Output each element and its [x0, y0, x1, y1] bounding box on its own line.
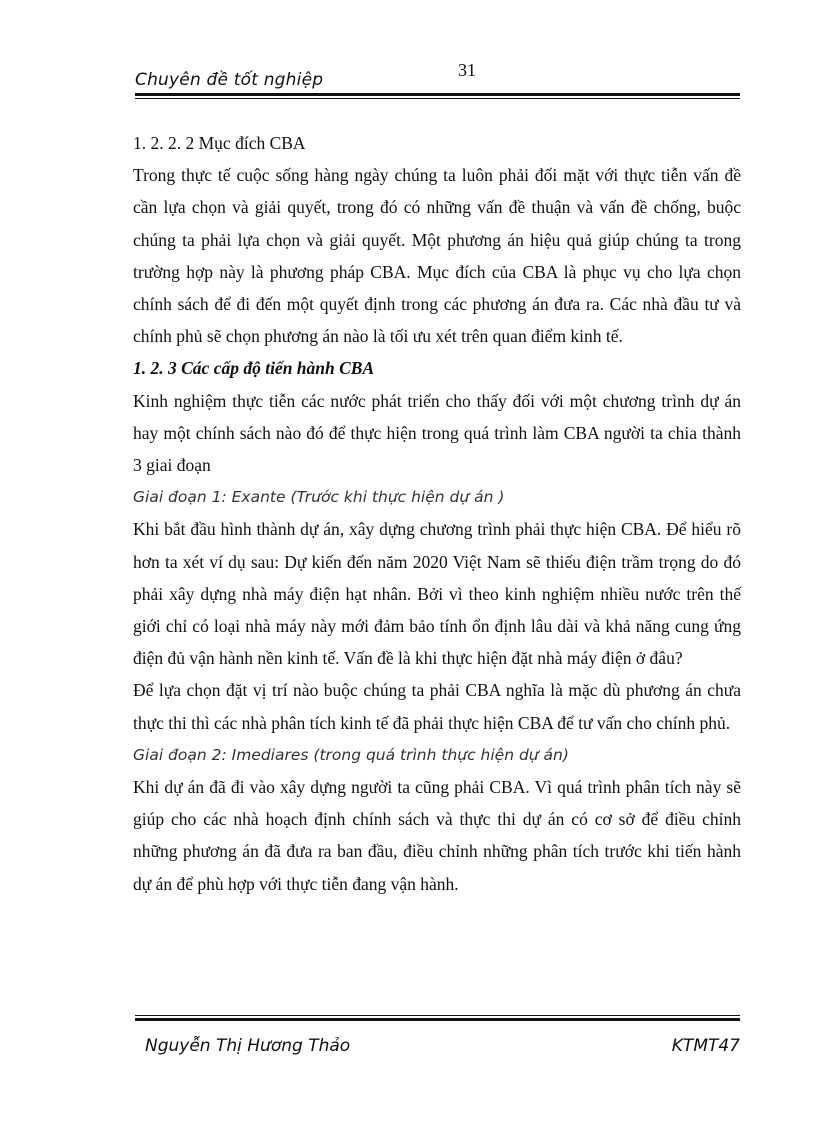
section-heading-purpose: 1. 2. 2. 2 Mục đích CBA [133, 133, 306, 153]
header-rule-thick [135, 93, 740, 96]
paragraph-phase-1-a: Khi bắt đầu hình thành dự án, xây dựng chương trình phải thực hiện CBA. Để hiểu rõ hơn ta xét ví dụ sau: Dự kiến đến năm 2020 Việt Nam sẽ thiếu điện trầm trọng do đó phải xây dựng nhà máy điện hạt nhân. Bởi vì theo kinh nghiệm nhiều nước trên thế giới chỉ có loại nhà máy này mới đảm bảo tính ổn định lâu dài và khả năng cung ứng điện đủ vận hành nền kinh tế. Vấn đề là khi thực hiện đặt nhà máy điện ở đâu? [133, 519, 741, 669]
footer-rule-thin [135, 1015, 740, 1016]
phase-2-title: Giai đoạn 2: Imediares (trong quá trình thực hiện dự án) [133, 745, 569, 764]
page-number: 31 [458, 60, 476, 80]
author-name: Nguyễn Thị Hương Thảo [145, 1036, 351, 1056]
header-rule-thin [135, 98, 740, 99]
page-body [133, 127, 741, 900]
phase-1-title: Giai đoạn 1: Exante (Trước khi thực hiện dự án ) [133, 488, 505, 507]
paragraph-levels: Kinh nghiệm thực tiễn các nước phát triển cho thấy đối với một chương trình dự án hay một chính sách nào đó để thực hiện trong quá trình làm CBA người ta chia thành 3 giai đoạn [133, 390, 741, 476]
section-heading-levels: 1. 2. 3 Các cấp độ tiến hành CBA [133, 358, 375, 379]
document-title: Chuyên đề tốt nghiệp [135, 70, 324, 90]
class-code: KTMT47 [671, 1036, 740, 1056]
footer-rule-thick [135, 1018, 740, 1021]
paragraph-purpose: Trong thực tế cuộc sống hàng ngày chúng ta luôn phải đối mặt với thực tiễn vấn đề cần lựa chọn và giải quyết, trong đó có những vấn đề thuận và vấn đề chống, buộc chúng ta phải lựa chọn và giải quyết. Một phương án hiệu quả giúp chúng ta trong trường hợp này là phương pháp CBA. Mục đích của CBA là phục vụ cho lựa chọn chính sách để đi đến một quyết định trong các phương án đưa ra. Các nhà đầu tư và chính phủ sẽ chọn phương án nào là tối ưu xét trên quan điểm kinh tế. [133, 165, 741, 347]
paragraph-phase-1-b: Để lựa chọn đặt vị trí nào buộc chúng ta phải CBA nghĩa là mặc dù phương án chưa thực thi thì các nhà phân tích kinh tế đã phải thực hiện CBA để tư vấn cho chính phủ. [133, 680, 741, 733]
paragraph-phase-2: Khi dự án đã đi vào xây dựng người ta cũng phải CBA. Vì quá trình phân tích này sẽ giúp cho các nhà hoạch định chính sách và thực thi dự án có cơ sở để điều chỉnh những phương án đã đưa ra ban đầu, điều chỉnh những phân tích trước khi tiến hành dự án để phù hợp với thực tiễn đang vận hành. [133, 777, 741, 894]
